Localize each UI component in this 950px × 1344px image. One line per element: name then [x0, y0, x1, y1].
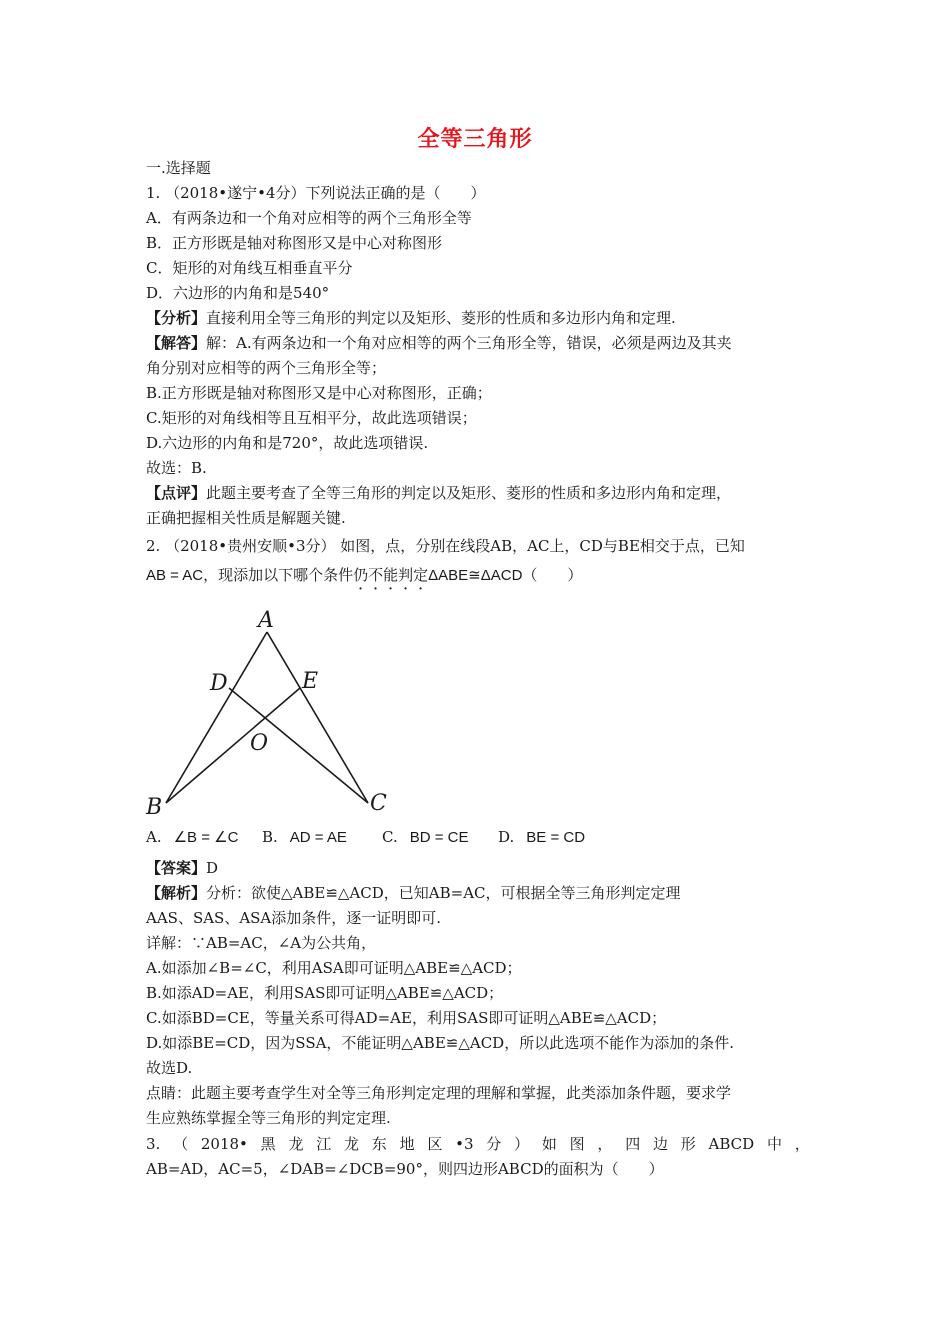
triangle-figure — [140, 600, 400, 820]
q2-stem-part: ΔABE≅ΔACD（ ） — [428, 567, 583, 584]
q3-stem-part: 龙 — [288, 1135, 304, 1153]
q1-solution-line: 故选：B. — [146, 459, 207, 477]
option-value: ∠B = ∠C — [173, 829, 239, 846]
q1-comment-line: 正确把握相关性质是解题关键. — [146, 509, 346, 527]
q3-stem-part: 3. — [146, 1135, 161, 1153]
q3-stem-part: ） — [514, 1135, 530, 1153]
q2-explain-text: 分析：欲使△ABE≌△ACD，已知AB=AC，可根据全等三角形判定定理 — [206, 884, 681, 902]
q3-stem-part: 2018• — [200, 1135, 248, 1153]
q2-stem-emphasis: 仍不能判定 — [353, 567, 429, 584]
q2-stem-line2 — [146, 566, 582, 593]
q1-analysis-tag: 【分析】 — [146, 309, 207, 327]
q1-option-b: B．正方形既是轴对称图形又是中心对称图形 — [146, 234, 443, 252]
q1-option-a: A．有两条边和一个角对应相等的两个三角形全等 — [146, 209, 472, 227]
q3-stem-part: 龙 — [344, 1135, 360, 1153]
q1-comment-text: 此题主要考查了全等三角形的判定以及矩形、菱形的性质和多边形内角和定理， — [206, 484, 732, 502]
q3-stem-part: 地 — [399, 1135, 415, 1153]
q3-stem-part: •3 — [455, 1135, 474, 1153]
q2-explanation-line: 生应熟练掌握全等三角形的判定定理. — [146, 1109, 391, 1127]
q1-solution-line: C.矩形的对角线相等且互相平分，故此选项错误； — [146, 409, 477, 427]
section-heading: 一.选择题 — [146, 159, 211, 177]
q3-stem-part: 如 — [541, 1135, 557, 1153]
q2-stem-part: AB = AC，现添加以下哪个条件 — [146, 567, 354, 584]
q3-stem-part: 黑 — [260, 1135, 276, 1153]
label-o: O — [250, 731, 269, 756]
label-a: A — [258, 608, 274, 633]
label-d: D — [210, 671, 228, 696]
q2-explanation-line: D.如添BE=CD，因为SSA，不能证明△ABE≌△ACD，所以此选项不能作为添加的条件. — [146, 1034, 734, 1052]
q3-stem-part: ， — [597, 1135, 613, 1153]
q3-stem-part: 东 — [371, 1135, 387, 1153]
q3-stem-part: 分 — [486, 1135, 502, 1153]
q3-stem-part: 江 — [316, 1135, 332, 1153]
label-e: E — [302, 669, 319, 694]
q1-analysis-text: 直接利用全等三角形的判定以及矩形、菱形的性质和多边形内角和定理. — [206, 309, 676, 327]
q2-option-d — [498, 828, 585, 846]
q1-stem: 1. （2018•遂宁•4分）下列说法正确的是（ ） — [146, 184, 486, 202]
label-c: C — [370, 791, 387, 816]
q3-stem-part: 形 — [680, 1135, 696, 1153]
q2-explanation-line: 详解：∵AB=AC，∠A为公共角， — [146, 934, 377, 952]
q1-option-c: C．矩形的对角线互相垂直平分 — [146, 259, 353, 277]
q3-stem-part: 区 — [427, 1135, 443, 1153]
q3-stem-part: ABCD — [708, 1135, 755, 1153]
q3-stem-part: 中 — [766, 1135, 782, 1153]
q2-explanation-line: B.如添AD=AE，利用SAS即可证明△ABE≌△ACD； — [146, 984, 504, 1002]
option-value: BE = CD — [526, 829, 586, 846]
q3-stem-part: 图 — [569, 1135, 585, 1153]
q1-solution-line — [146, 333, 732, 353]
q2-explanation-line: 故选D. — [146, 1059, 193, 1077]
q3-stem — [146, 1134, 810, 1154]
q2-explanation-line: C.如添BD=CE，等量关系可得AD=AE，利用SAS即可证明△ABE≌△ACD； — [146, 1009, 667, 1027]
option-letter: A. — [146, 828, 162, 846]
q2-option-a — [146, 828, 238, 846]
option-value: BD = CE — [409, 829, 469, 846]
option-letter: C. — [382, 828, 398, 846]
page-title: 全等三角形 — [417, 127, 533, 152]
q1-analysis — [146, 308, 676, 328]
q1-solution-line: B.正方形既是轴对称图形又是中心对称图形，正确； — [146, 384, 492, 402]
q2-explanation-line: AAS、SAS、ASA添加条件，逐一证明即可. — [146, 909, 442, 927]
q1-comment — [146, 483, 731, 503]
q1-option-d: D．六边形的内角和是540° — [146, 284, 330, 302]
segment-eb — [166, 688, 300, 803]
q2-option-c — [382, 828, 469, 846]
q1-solution-line: 角分别对应相等的两个三角形全等； — [146, 359, 387, 377]
label-b: B — [146, 795, 163, 820]
q3-stem-line2: AB=AD，AC=5，∠DAB=∠DCB=90°，则四边形ABCD的面积为（ ） — [146, 1160, 664, 1178]
q2-explanation-line: A.如添加∠B=∠C，利用ASA即可证明△ABE≌△ACD； — [146, 959, 522, 977]
q1-comment-tag: 【点评】 — [146, 484, 207, 502]
q1-solution-text: 解：A.有两条边和一个角对应相等的两个三角形全等，错误，必须是两边及其夹 — [206, 334, 732, 352]
q3-stem-part: ， — [794, 1135, 810, 1153]
q2-explanation-line: 点睛：此题主要考查学生对全等三角形判定定理的理解和掌握，此类添加条件题，要求学 — [146, 1084, 732, 1102]
option-letter: D. — [498, 828, 515, 846]
option-value: AD = AE — [289, 829, 347, 846]
q2-explanation — [146, 883, 681, 903]
segment-ab — [166, 632, 267, 803]
q1-solution-tag: 【解答】 — [146, 334, 207, 352]
q2-answer-value: D — [206, 859, 219, 877]
q2-answer-tag: 【答案】 — [146, 859, 207, 877]
q3-stem-part: 四 — [625, 1135, 641, 1153]
q2-option-b — [262, 828, 347, 846]
segment-ac — [267, 632, 368, 803]
q1-solution-line: D.六边形的内角和是720°，故此选项错误. — [146, 434, 429, 452]
option-letter: B. — [262, 828, 278, 846]
q2-explain-tag: 【解析】 — [146, 884, 207, 902]
q2-answer — [146, 858, 218, 878]
q2-stem: 2. （2018•贵州安顺•3分） 如图，点，分别在线段AB，AC上，CD与BE相交于点，已知 — [146, 537, 745, 555]
q3-stem-part: 边 — [652, 1135, 668, 1153]
q3-stem-part: （ — [173, 1135, 189, 1153]
